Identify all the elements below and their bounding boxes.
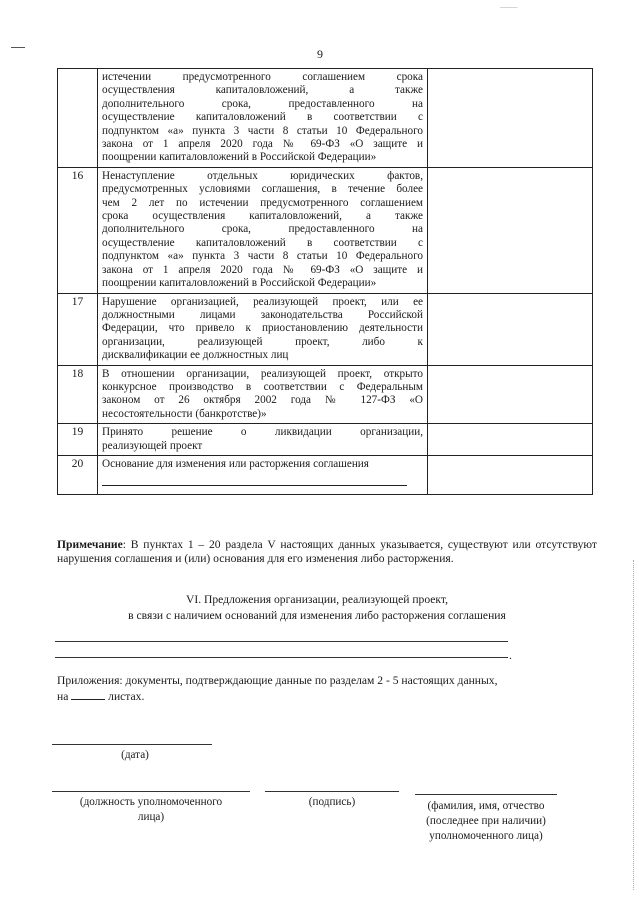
table-row [58,167,593,293]
row-description [98,455,428,494]
table-row [58,69,593,168]
row-mark-cell[interactable] [428,424,593,456]
position-caption-line2: лица) [137,811,165,823]
signature-caption: (подпись) [308,796,356,808]
table-row [58,455,593,494]
description-line: реализующей проект [102,439,203,452]
section-6-title-line1: VI. Предложения организации, реализующей проект, [185,593,449,606]
description-line: В отношении организации, реализующей проект, открыто [102,367,423,380]
signature-line[interactable] [265,791,399,792]
proposal-line-1[interactable] [55,641,508,642]
row-description [98,69,428,168]
full-name-line[interactable] [415,794,557,795]
note-paragraph [57,538,597,566]
description-line: дополнительного срока, предоставленного на [102,97,423,110]
description-line: Основание для изменения или расторжения соглашения [102,457,369,470]
description-line: Федерации, что привело к приостановлению деятельности [102,322,423,335]
row-mark-cell[interactable] [428,69,593,168]
scan-edge-line [633,560,634,890]
description-line: закона от 1 апреля 2020 года № 69-ФЗ «О защите и [102,138,423,151]
description-line: конкурсное производство в соответствии с Федеральным [102,380,423,393]
row-description [98,167,428,293]
description-line: должностными лицами законодательства Российской [102,308,423,321]
description-line: законом от 26 октября 2002 года № 127-ФЗ «О [102,394,423,407]
description-line: Нарушение организацией, реализующей проект, или ее [102,295,423,308]
position-line[interactable] [52,791,250,792]
description-line: истечении предусмотренного соглашением срока [102,71,423,83]
row-number: 16 [58,167,98,293]
proposal-line-2[interactable] [55,657,508,658]
row-description [98,293,428,365]
description-line: чем 2 лет по истечении предусмотренного соглашением [102,196,423,209]
table-row [58,365,593,424]
description-line: осуществления капиталовложений, а также [102,84,423,97]
description-line: поощрении капиталовложений в Российской Федерации» [102,151,377,164]
row-mark-cell[interactable] [428,167,593,293]
section-6-title [57,592,577,624]
row-number: 20 [58,455,98,494]
description-line: Принято решение о ликвидации организации, [102,426,423,439]
row-padding [102,486,423,492]
row-mark-cell[interactable] [428,365,593,424]
table-row [58,293,593,365]
attachments-line-1: Приложения: документы, подтверждающие данные по разделам 2 - 5 настоящих данных, [57,674,498,687]
description-line: осуществление капиталовложений в соответствии с [102,236,423,249]
row-description [98,365,428,424]
description-line: поощрении капиталовложений в Российской Федерации» [102,277,377,290]
row-number: 18 [58,365,98,424]
table-row [58,424,593,456]
description-line: осуществление капиталовложений в соответствии с [102,111,423,124]
page-number: 9 [317,47,323,61]
full-name-caption-line3: уполномоченного лица) [429,830,543,842]
date-line[interactable] [52,744,212,745]
attachments-paragraph [57,673,597,705]
description-line: срока осуществления капиталовложений, а также [102,210,423,223]
row-number: 19 [58,424,98,456]
row-number: 17 [58,293,98,365]
basis-fill-line[interactable] [102,471,407,486]
description-line: организации, реализующей проект, либо к [102,335,423,348]
description-line: подпунктом «а» пункта 3 части 8 статьи 10 Федерального [102,124,423,137]
position-caption-line1: (должность уполномоченного [79,796,223,808]
description-line: Ненаступление отдельных юридических фактов, [102,169,423,182]
criteria-table [57,68,593,495]
attachments-suffix: листах. [108,690,145,703]
date-label: (дата) [121,749,149,761]
row-mark-cell[interactable] [428,293,593,365]
sheets-count-blank[interactable] [71,689,105,700]
description-line: дисквалификации ее должностных лиц [102,349,289,362]
full-name-caption [405,799,567,844]
full-name-caption-line2: (последнее при наличии) [426,815,546,827]
full-name-caption-line1: (фамилия, имя, отчество [427,800,545,812]
row-number [58,69,98,168]
registration-mark: _______ [500,4,518,9]
description-line: предусмотренных условиями соглашения, в течение более [102,183,423,196]
position-caption [52,795,250,825]
description-line: несостоятельности (банкротстве)» [102,407,267,420]
description-line: дополнительного срока, предоставленного на [102,223,423,236]
description-line: закона от 1 апреля 2020 года № 69-ФЗ «О защите и [102,263,423,276]
section-6-title-line2: в связи с наличием оснований для изменения либо расторжения соглашения [128,609,506,622]
proposal-end-period: . [509,648,512,662]
row-mark-cell[interactable] [428,455,593,494]
note-label: Примечание [57,538,123,551]
attachments-prefix: на [57,690,69,703]
description-line: подпунктом «а» пункта 3 части 8 статьи 10 Федерального [102,250,423,263]
note-text: : В пунктах 1 – 20 раздела V настоящих данных указывается, существуют или отсутствуют нарушения соглашения и (или) основания для его изменения либо расторжения. [57,538,597,565]
attachments-line-2 [57,689,597,705]
row-description [98,424,428,456]
